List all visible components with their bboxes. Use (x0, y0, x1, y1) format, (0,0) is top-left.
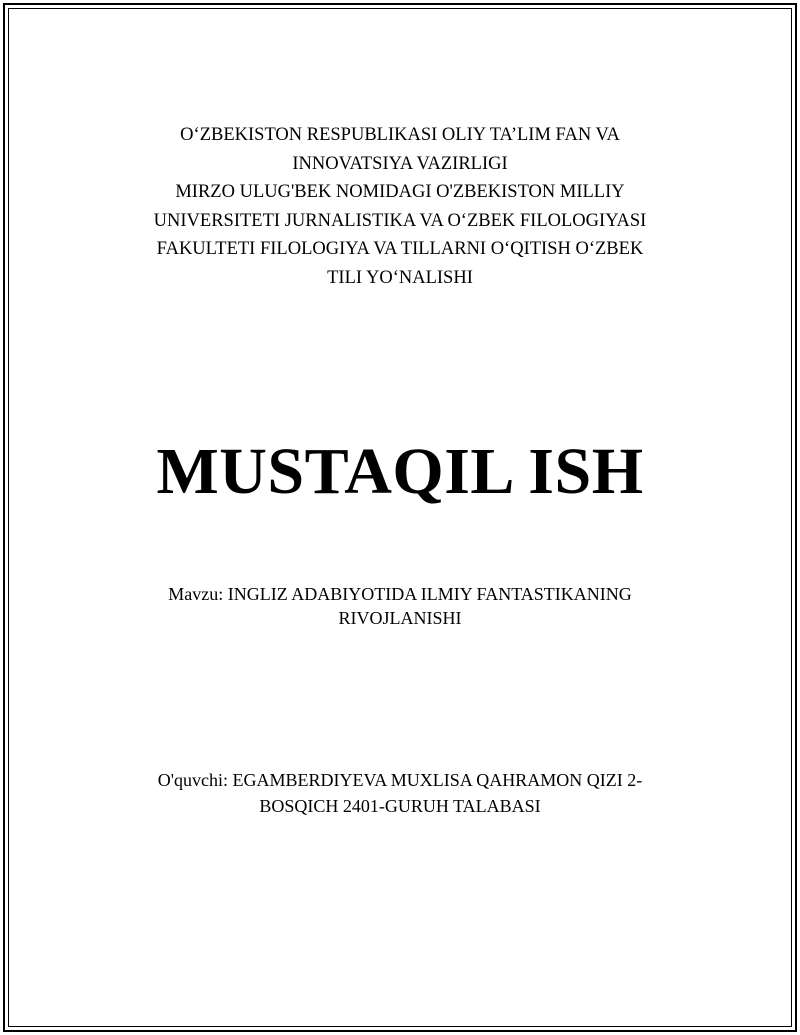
header-line-5: FAKULTETI FILOLOGIYA VA TILLARNI O‘QITISH O‘ZBEK (156, 239, 644, 259)
header-line-6: TILI YO‘NALISHI (327, 267, 473, 288)
topic-block (140, 582, 660, 630)
student-line-1: O'quvchi: EGAMBERDIYEVA MUXLISA QAHRAMON QIZI 2- (157, 770, 643, 790)
header-line-3: MIRZO ULUG'BEK NOMIDAGI O'ZBEKISTON MILLIY (175, 182, 625, 202)
topic-line-1: Mavzu: INGLIZ ADABIYOTIDA ILMIY FANTASTIKANING (168, 584, 632, 604)
header-line-1: O‘ZBEKISTON RESPUBLIKASI OLIY TA’LIM FAN VA (180, 125, 620, 145)
student-block (130, 767, 670, 819)
header-line-4: UNIVERSITETI JURNALISTIKA VA O‘ZBEK FILOLOGIYASI (153, 210, 647, 231)
header-line-2: INNOVATSIYA VAZIRLIGI (292, 153, 508, 174)
document-title: MUSTAQIL ISH (156, 435, 644, 508)
institution-header (100, 121, 700, 292)
student-line-2: BOSQICH 2401-GURUH TALABASI (259, 796, 541, 816)
topic-line-2: RIVOJLANISHI (338, 608, 462, 628)
